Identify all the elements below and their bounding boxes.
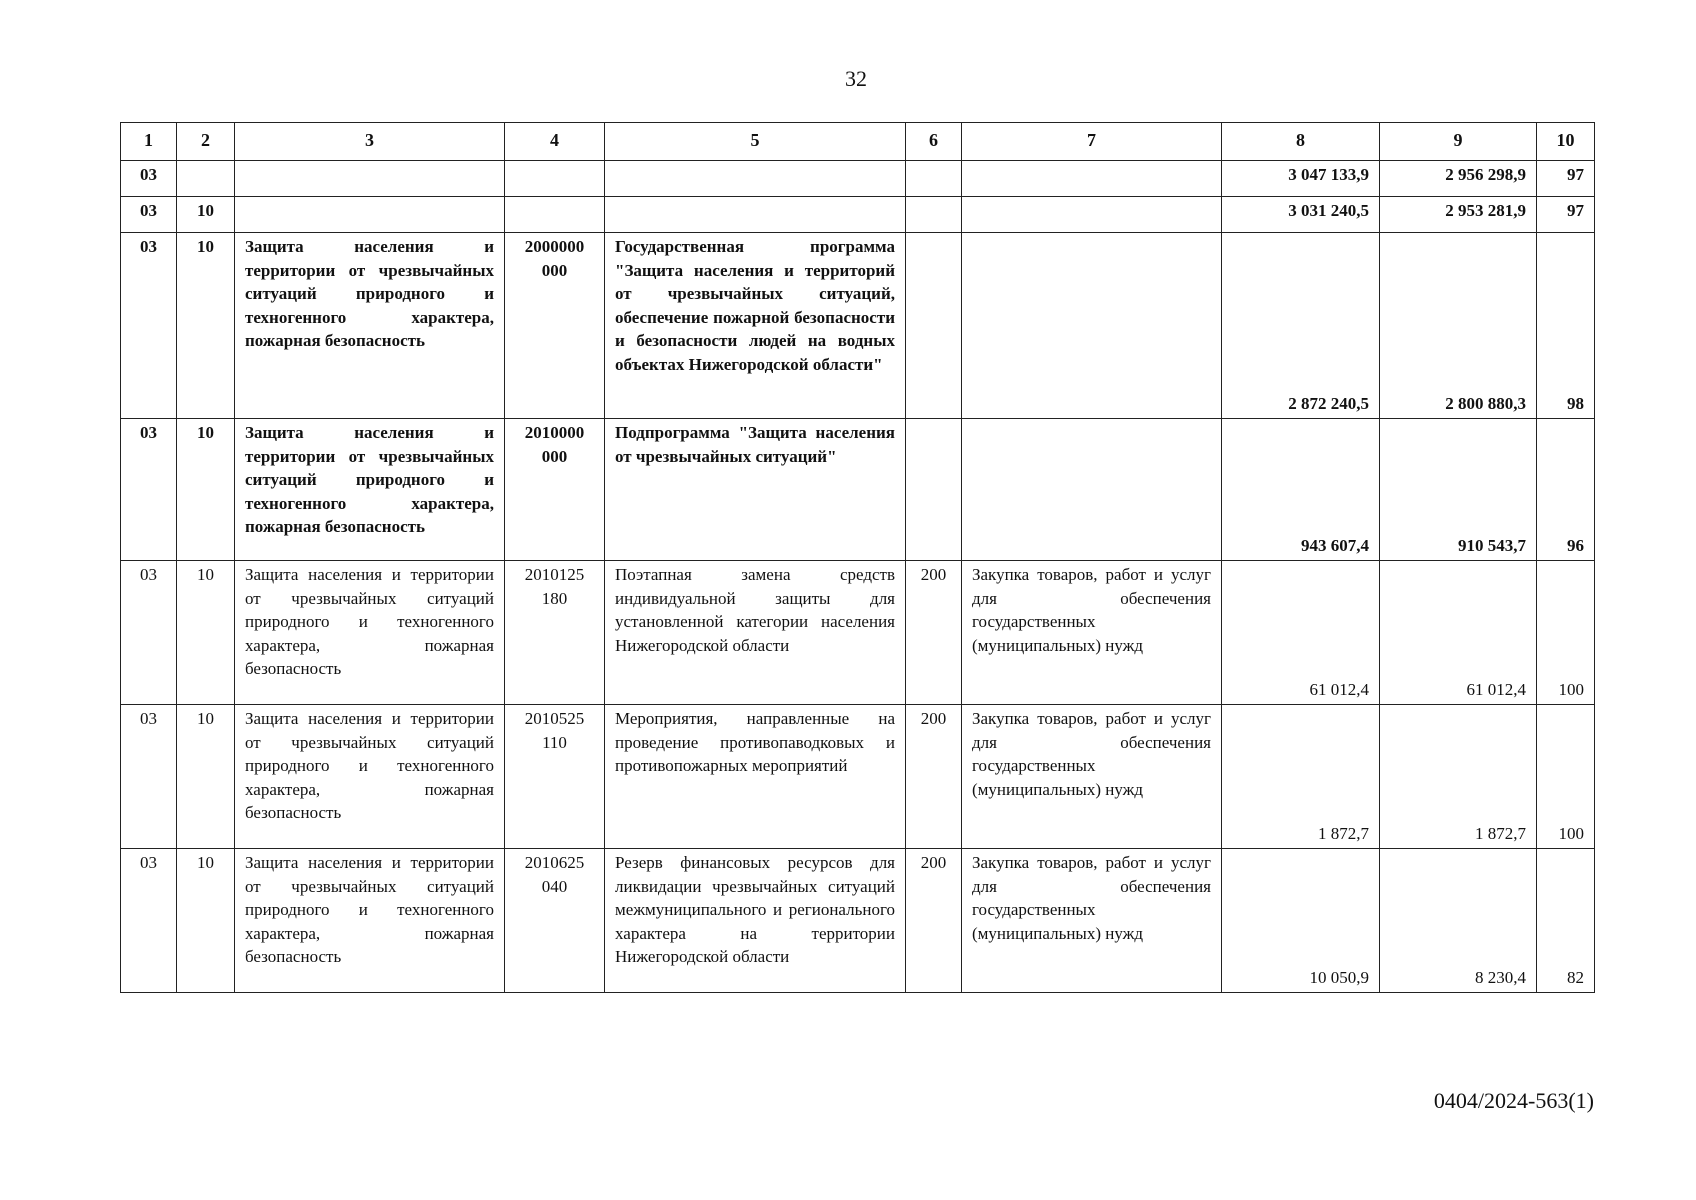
actual-amount-cell: 8 230,4 bbox=[1380, 849, 1537, 993]
subsection-code-cell bbox=[177, 161, 235, 197]
table-row bbox=[121, 705, 1595, 849]
execution-percent-cell: 82 bbox=[1537, 849, 1595, 993]
subsection-code-cell: 10 bbox=[177, 561, 235, 705]
column-header: 4 bbox=[505, 123, 605, 161]
target-article-name-cell bbox=[605, 197, 906, 233]
section-name-cell bbox=[235, 161, 505, 197]
header-row bbox=[121, 123, 1595, 161]
target-article-cell: 2000000 000 bbox=[505, 233, 605, 419]
actual-amount-cell: 2 800 880,3 bbox=[1380, 233, 1537, 419]
actual-amount-cell: 1 872,7 bbox=[1380, 705, 1537, 849]
section-code-cell: 03 bbox=[121, 849, 177, 993]
section-code-cell: 03 bbox=[121, 161, 177, 197]
expense-type-cell bbox=[906, 161, 962, 197]
expense-type-cell: 200 bbox=[906, 705, 962, 849]
execution-percent-cell: 96 bbox=[1537, 419, 1595, 561]
target-article-name-cell: Резерв финансовых ресурсов для ликвидации чрезвычайных ситуаций межмуниципального и регионального характера на территории Нижегородской области bbox=[605, 849, 906, 993]
execution-percent-cell: 100 bbox=[1537, 705, 1595, 849]
target-article-name-cell bbox=[605, 161, 906, 197]
column-header: 8 bbox=[1222, 123, 1380, 161]
subsection-code-cell: 10 bbox=[177, 849, 235, 993]
expense-type-name-cell bbox=[962, 161, 1222, 197]
table-row bbox=[121, 561, 1595, 705]
budget-table bbox=[120, 122, 1595, 993]
column-header: 5 bbox=[605, 123, 906, 161]
column-header: 1 bbox=[121, 123, 177, 161]
section-code-cell: 03 bbox=[121, 197, 177, 233]
planned-amount-cell: 10 050,9 bbox=[1222, 849, 1380, 993]
expense-type-name-cell: Закупка товаров, работ и услуг для обеспечения государственных (муниципальных) нужд bbox=[962, 849, 1222, 993]
actual-amount-cell: 2 956 298,9 bbox=[1380, 161, 1537, 197]
target-article-cell: 2010625 040 bbox=[505, 849, 605, 993]
section-code-cell: 03 bbox=[121, 233, 177, 419]
page-number: 32 bbox=[845, 66, 867, 91]
expense-type-cell bbox=[906, 197, 962, 233]
table-row bbox=[121, 161, 1595, 197]
section-code-cell: 03 bbox=[121, 419, 177, 561]
planned-amount-cell: 1 872,7 bbox=[1222, 705, 1380, 849]
target-article-cell bbox=[505, 197, 605, 233]
expense-type-cell: 200 bbox=[906, 849, 962, 993]
table-row bbox=[121, 849, 1595, 993]
expense-type-cell bbox=[906, 233, 962, 419]
expense-type-name-cell bbox=[962, 419, 1222, 561]
actual-amount-cell: 61 012,4 bbox=[1380, 561, 1537, 705]
planned-amount-cell: 61 012,4 bbox=[1222, 561, 1380, 705]
target-article-cell bbox=[505, 161, 605, 197]
target-article-name-cell: Подпрограмма "Защита населения от чрезвычайных ситуаций" bbox=[605, 419, 906, 561]
planned-amount-cell: 3 031 240,5 bbox=[1222, 197, 1380, 233]
section-code-cell: 03 bbox=[121, 705, 177, 849]
section-name-cell: Защита населения и территории от чрезвычайных ситуаций природного и техногенного характера, пожарная безопасность bbox=[235, 849, 505, 993]
column-header: 6 bbox=[906, 123, 962, 161]
section-code-cell: 03 bbox=[121, 561, 177, 705]
expense-type-name-cell: Закупка товаров, работ и услуг для обеспечения государственных (муниципальных) нужд bbox=[962, 561, 1222, 705]
planned-amount-cell: 3 047 133,9 bbox=[1222, 161, 1380, 197]
table-row bbox=[121, 197, 1595, 233]
subsection-code-cell: 10 bbox=[177, 197, 235, 233]
section-name-cell: Защита населения и территории от чрезвычайных ситуаций природного и техногенного характера, пожарная безопасность bbox=[235, 233, 505, 419]
column-header: 2 bbox=[177, 123, 235, 161]
document-code: 0404/2024-563(1) bbox=[1433, 1088, 1594, 1113]
subsection-code-cell: 10 bbox=[177, 419, 235, 561]
target-article-name-cell: Государственная программа "Защита населения и территорий от чрезвычайных ситуаций, обеспечение пожарной безопасности и безопасности людей на водных объектах Нижегородской области" bbox=[605, 233, 906, 419]
table-body bbox=[121, 161, 1595, 993]
expense-type-name-cell bbox=[962, 233, 1222, 419]
target-article-name-cell: Мероприятия, направленные на проведение противопаводковых и противопожарных мероприятий bbox=[605, 705, 906, 849]
execution-percent-cell: 100 bbox=[1537, 561, 1595, 705]
execution-percent-cell: 97 bbox=[1537, 161, 1595, 197]
section-name-cell bbox=[235, 197, 505, 233]
subsection-code-cell: 10 bbox=[177, 233, 235, 419]
table-row bbox=[121, 419, 1595, 561]
actual-amount-cell: 910 543,7 bbox=[1380, 419, 1537, 561]
table-row bbox=[121, 233, 1595, 419]
planned-amount-cell: 2 872 240,5 bbox=[1222, 233, 1380, 419]
column-header: 7 bbox=[962, 123, 1222, 161]
planned-amount-cell: 943 607,4 bbox=[1222, 419, 1380, 561]
execution-percent-cell: 97 bbox=[1537, 197, 1595, 233]
section-name-cell: Защита населения и территории от чрезвычайных ситуаций природного и техногенного характера, пожарная безопасность bbox=[235, 561, 505, 705]
column-header: 9 bbox=[1380, 123, 1537, 161]
actual-amount-cell: 2 953 281,9 bbox=[1380, 197, 1537, 233]
expense-type-name-cell bbox=[962, 197, 1222, 233]
expense-type-cell bbox=[906, 419, 962, 561]
expense-type-cell: 200 bbox=[906, 561, 962, 705]
execution-percent-cell: 98 bbox=[1537, 233, 1595, 419]
column-header: 10 bbox=[1537, 123, 1595, 161]
target-article-cell: 2010525 110 bbox=[505, 705, 605, 849]
target-article-name-cell: Поэтапная замена средств индивидуальной защиты для установленной категории населения Нижегородской области bbox=[605, 561, 906, 705]
subsection-code-cell: 10 bbox=[177, 705, 235, 849]
section-name-cell: Защита населения и территории от чрезвычайных ситуаций природного и техногенного характера, пожарная безопасность bbox=[235, 419, 505, 561]
target-article-cell: 2010125 180 bbox=[505, 561, 605, 705]
expense-type-name-cell: Закупка товаров, работ и услуг для обеспечения государственных (муниципальных) нужд bbox=[962, 705, 1222, 849]
column-header: 3 bbox=[235, 123, 505, 161]
target-article-cell: 2010000 000 bbox=[505, 419, 605, 561]
section-name-cell: Защита населения и территории от чрезвычайных ситуаций природного и техногенного характера, пожарная безопасность bbox=[235, 705, 505, 849]
